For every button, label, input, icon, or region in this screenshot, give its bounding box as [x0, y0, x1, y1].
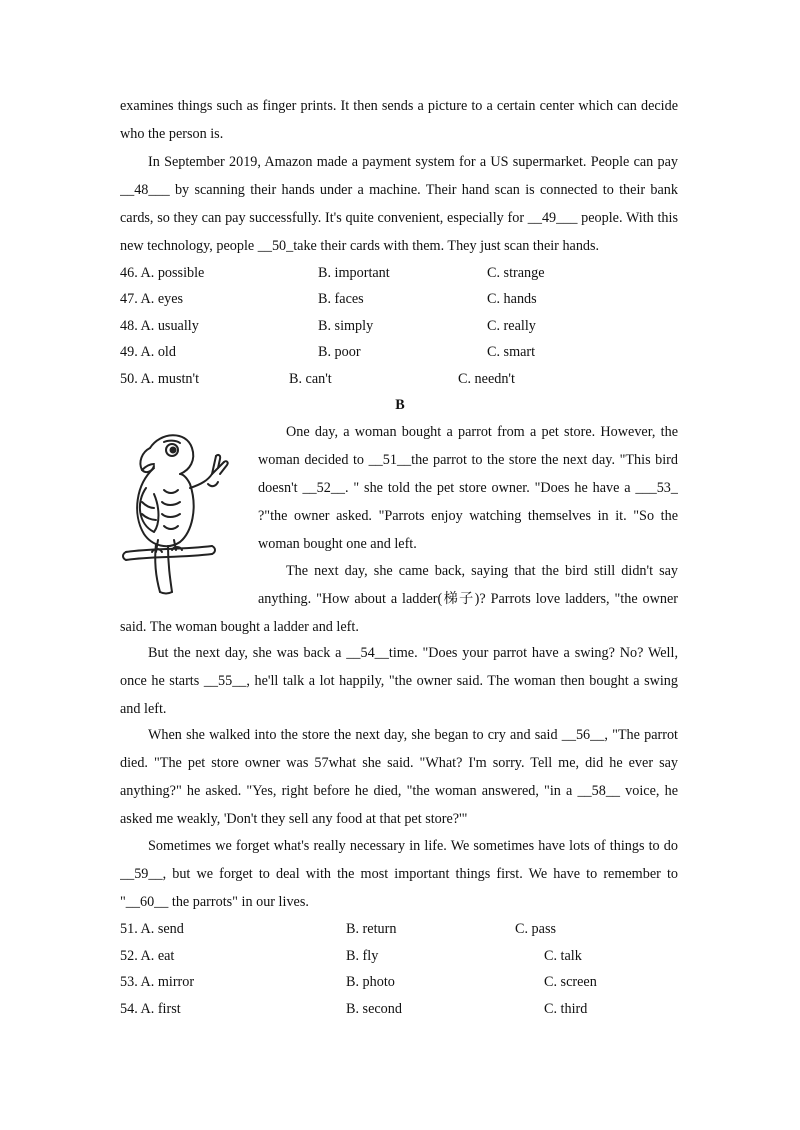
option-51-c: C. pass — [515, 921, 556, 937]
passage-b-line-7: anything. "How about a ladder(梯子)? Parrots love ladders, "the owner — [258, 591, 678, 607]
passage-b-line-11: and left. — [120, 701, 167, 717]
passage-a-line-4: __48___ by scanning their hands under a machine. Their hand scan is connected to their bank — [120, 182, 678, 198]
section-b-title: B — [395, 397, 405, 413]
option-54-b: B. second — [346, 1001, 402, 1017]
option-51-b: B. return — [346, 921, 397, 937]
passage-b-line-12: When she walked into the store the next day, she began to cry and said __56__, "The parrot — [148, 727, 678, 743]
parrot-illustration — [120, 428, 248, 596]
option-46-a: 46. A. possible — [120, 265, 205, 281]
option-49-c: C. smart — [487, 344, 536, 360]
passage-a-line-6: new technology, people __50_take their cards with them. They just scan their hands. — [120, 238, 600, 254]
option-47-c: C. hands — [487, 291, 537, 307]
option-47-b: B. faces — [318, 291, 364, 307]
worksheet-page — [120, 0, 680, 1130]
option-53-c: C. screen — [544, 974, 597, 990]
option-49-b: B. poor — [318, 344, 361, 360]
passage-b-line-3: doesn't __52__. " she told the pet store owner. "Does he have a ___53_ — [258, 480, 678, 496]
passage-b-line-17: __59__, but we forget to deal with the most important things first. We have to remember to — [120, 866, 678, 882]
option-50-a: 50. A. mustn't — [120, 371, 200, 387]
option-49-a: 49. A. old — [120, 344, 176, 360]
option-53-a: 53. A. mirror — [120, 974, 195, 990]
option-47-a: 47. A. eyes — [120, 291, 184, 307]
passage-a-line-5: cards, so they can pay successfully. It's quite convenient, especially for __49___ people. With this — [120, 210, 678, 226]
option-50-c: C. needn't — [458, 371, 515, 387]
option-53-b: B. photo — [346, 974, 395, 990]
option-51-a: 51. A. send — [120, 921, 184, 937]
passage-b-line-18: "__60__ the parrots" in our lives. — [120, 894, 309, 910]
passage-b-line-2: woman decided to __51__the parrot to the store the next day. "This bird — [258, 452, 678, 468]
passage-a-line-1: examines things such as finger prints. It then sends a picture to a certain center which can decide — [120, 98, 678, 114]
option-52-a: 52. A. eat — [120, 948, 175, 964]
option-54-a: 54. A. first — [120, 1001, 181, 1017]
passage-b-line-15: asked me weakly, 'Don't they sell any food at that pet store?'" — [120, 811, 468, 827]
passage-b-line-8: said. The woman bought a ladder and left. — [120, 619, 359, 635]
option-52-b: B. fly — [346, 948, 379, 964]
option-54-c: C. third — [544, 1001, 588, 1017]
passage-b-line-1: One day, a woman bought a parrot from a pet store. However, the — [286, 424, 678, 440]
passage-b-line-6: The next day, she came back, saying that the bird still didn't say — [286, 563, 678, 579]
passage-b-line-4: ?"the owner asked. "Parrots enjoy watching themselves in it. "So the — [258, 508, 678, 524]
option-46-b: B. important — [318, 265, 390, 281]
option-48-b: B. simply — [318, 318, 374, 334]
passage-b-line-14: anything?" he asked. "Yes, right before he died, "the woman answered, "in a __58__ voice, he — [120, 783, 678, 799]
option-48-a: 48. A. usually — [120, 318, 199, 334]
passage-b-line-5: woman bought one and left. — [258, 536, 417, 552]
passage-b-line-13: died. "The pet store owner was 57what she said. "What? I'm sorry. Tell me, did he ever say — [120, 755, 678, 771]
passage-a-line-3: In September 2019, Amazon made a payment system for a US supermarket. People can pay — [148, 154, 678, 170]
option-46-c: C. strange — [487, 265, 545, 281]
passage-b-line-16: Sometimes we forget what's really necessary in life. We sometimes have lots of things to do — [148, 838, 678, 854]
option-52-c: C. talk — [544, 948, 582, 964]
passage-b-line-9: But the next day, she was back a __54__time. "Does your parrot have a swing? No? Well, — [148, 645, 678, 661]
passage-b-line-10: once he starts __55__, he'll talk a lot happily, "the owner said. The woman then bought a swing — [120, 673, 678, 689]
option-50-b: B. can't — [289, 371, 332, 387]
passage-a-line-2: who the person is. — [120, 126, 224, 142]
option-48-c: C. really — [487, 318, 536, 334]
